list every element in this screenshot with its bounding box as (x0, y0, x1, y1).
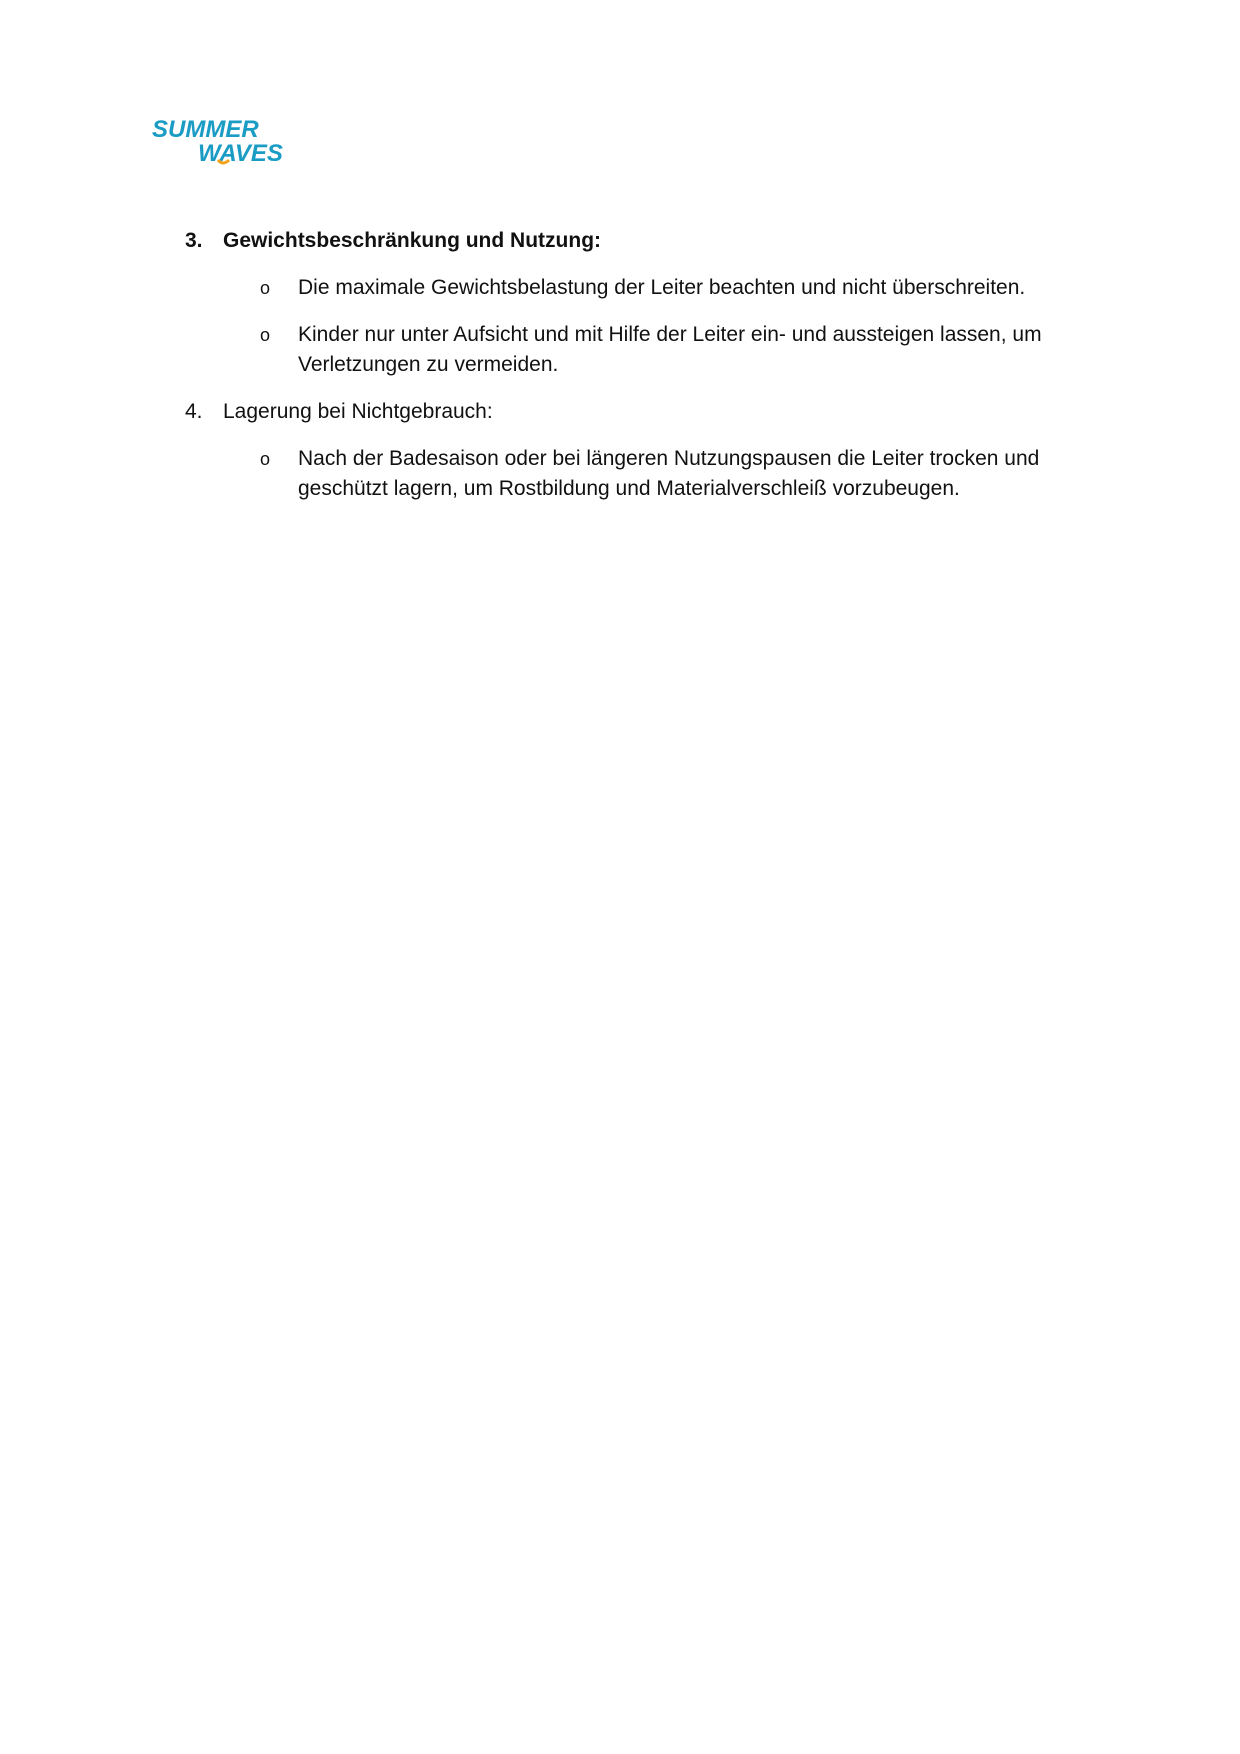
summer-waves-logo (152, 116, 312, 166)
bullet-item (185, 320, 1105, 380)
section-title: Lagerung bei Nichtgebrauch: (223, 400, 493, 423)
logo-line1: SUMMER (152, 116, 259, 143)
section-number: 4. (185, 400, 203, 423)
bullet-icon: o (260, 325, 271, 345)
section-title: Gewichtsbeschränkung und Nutzung: (223, 229, 602, 252)
bullet-icon: o (260, 278, 271, 298)
bullet-text: Kinder nur unter Aufsicht und mit Hilfe der Leiter ein- und aussteigen lassen, um Verletzungen zu vermeiden. (298, 323, 1042, 376)
section-4 (185, 397, 1105, 427)
logo-line2: WAVES (198, 140, 283, 166)
section-number: 3. (185, 229, 203, 252)
section-3 (185, 226, 1105, 256)
bullet-icon: o (260, 449, 271, 469)
bullet-text: Nach der Badesaison oder bei längeren Nutzungspausen die Leiter trocken und geschützt lagern, um Rostbildung und Materialverschleiß vorzubeugen. (298, 447, 1040, 500)
logo-graphic (152, 116, 312, 166)
bullet-item (185, 444, 1105, 504)
bullet-item (185, 273, 1105, 303)
bullet-text: Die maximale Gewichtsbelastung der Leiter beachten und nicht überschreiten. (298, 276, 1026, 299)
document-body (185, 226, 1105, 504)
